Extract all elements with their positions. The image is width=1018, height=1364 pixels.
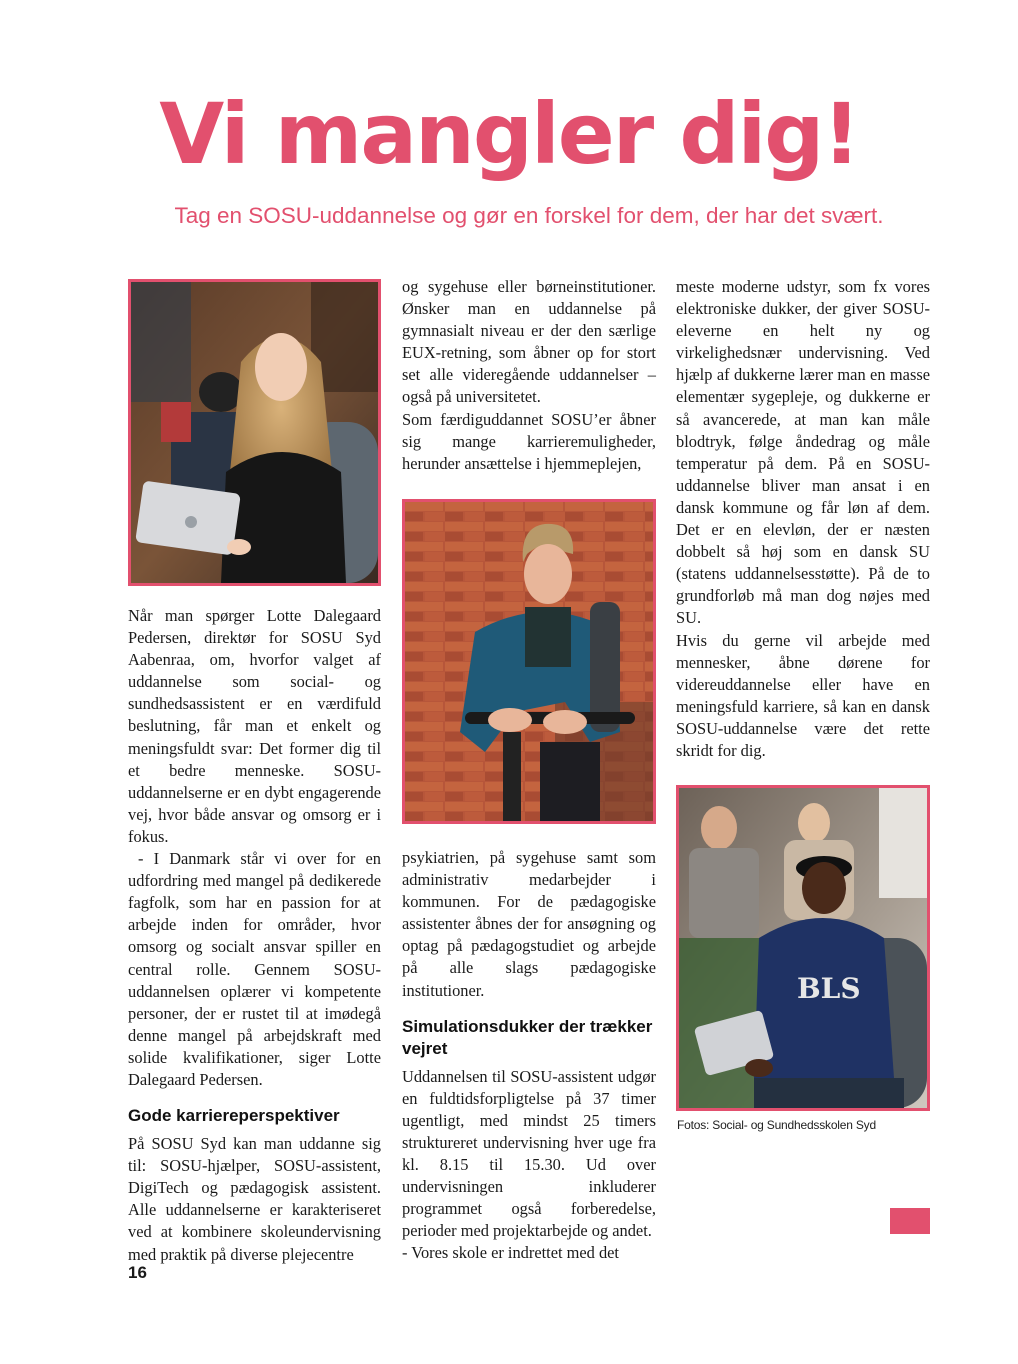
page-subtitle: Tag en SOSU-uddannelse og gør en forskel for dem, der har det svært. <box>174 203 884 228</box>
paragraph: Uddannelsen til SOSU-assistent udgør en fuldtidsforpligtelse på 37 timer ugentligt, med mindst 25 timers struktureret undervisning hver uge fra kl. 8.15 til 15.30. Ud over undervisningen inkluderer programmet også forberedelse, perioder med projektarbejde og andet. <box>402 1066 656 1241</box>
paragraph: - I Danmark står vi over for en udfordring med mangel på dedikerede fagfolk, som har en passion for at arbejde inden for områder, hvor omsorg og socialt ansvar spiller en central rolle. Gennem SOSU-uddannelsen oplærer vi kompetente personer, der er rustet til at imødegå denne mangel på arbejdskraft med solide kvalifikationer, siger Lotte Dalegaard Pedersen. <box>128 849 381 1089</box>
paragraph: Som færdiguddannet SOSU’er åbner sig mange karrieremuligheder, herunder ansættelse i hjemmeplejen, <box>402 409 656 473</box>
paragraph: Når man spørger Lotte Dalegaard Pedersen, direktør for SOSU Syd Aabenraa, om, hvorfor valget af uddannelse som social- og sundhedsassistent er en værdifuld beslutning, får man et enkelt og meningsfuldt svar: Det former dig til et bedre menneske. SOSU-uddannelserne er en dybt engagerende vej, hvor både ansvar og omsorg er i fokus. <box>128 606 381 846</box>
paragraph: - Vores skole er indrettet med det <box>402 1243 619 1263</box>
article-column-2-bottom <box>402 847 656 1265</box>
page-title: Vi mangler dig! <box>159 85 859 183</box>
article-column-1 <box>128 605 381 1266</box>
photo-young-man-with-bicycle <box>402 499 656 824</box>
accent-block <box>890 1208 930 1234</box>
article-column-3 <box>676 276 930 762</box>
photo-woman-with-laptop <box>128 279 381 586</box>
page-number: 16 <box>128 1263 147 1282</box>
paragraph: og sygehuse eller børneinstitutioner. Ønsker man en uddannelse på gymnasialt niveau er der den særlige EUX-retning, som åbner op for stort set alle videregående uddannelser – også på universitetet. <box>402 277 656 407</box>
photo-student-in-cap-with-laptop <box>676 785 930 1111</box>
paragraph: psykiatrien, på sygehuse samt som administrativ medarbejder i kommunen. For de pædagogiske assistenter åbnes der for ansøgning og optag på pædagogstudiet og arbejde på alle slags pædagogiske institutioner. <box>402 848 656 1000</box>
photo-caption: Fotos: Social- og Sundhedsskolen Syd <box>677 1118 876 1132</box>
paragraph: Hvis du gerne vil arbejde med mennesker, åbne dørene for videreuddannelse eller have en meningsfuld karriere, så kan en dansk SOSU-uddannelse være det rette skridt for dig. <box>676 630 930 760</box>
section-heading: Simulationsdukker der trækker vejret <box>402 1016 653 1058</box>
paragraph: meste moderne udstyr, som fx vores elektroniske dukker, der giver SOSU-eleverne en helt ny og virkelighedsnær undervisning. Ved hjælp af dukkerne lærer man en masse elementær sygepleje, og dukkerne er så avancerede, at man kan måle blodtryk, følge åndedrag og måle temperatur på dem. På en SOSU-uddannelse bliver man ansat i en dansk kommune og får løn af dem. Det er en elevløn, der er næsten dobbelt så høj som en dansk SU (statens uddannelsesstøtte). På de to grundforløb må man dog nøjes med SU. <box>676 277 930 628</box>
section-heading: Gode karriereperspektiver <box>128 1106 340 1126</box>
article-column-2-top <box>402 276 656 475</box>
svg-text:BLS: BLS <box>797 972 861 1005</box>
paragraph: På SOSU Syd kan man uddanne sig til: SOSU-hjælper, SOSU-assistent, DigiTech og pædagogisk assistent. Alle uddannelserne er karakteriseret ved at kombinere skoleundervisning med praktik på diverse plejecentre <box>128 1134 381 1264</box>
